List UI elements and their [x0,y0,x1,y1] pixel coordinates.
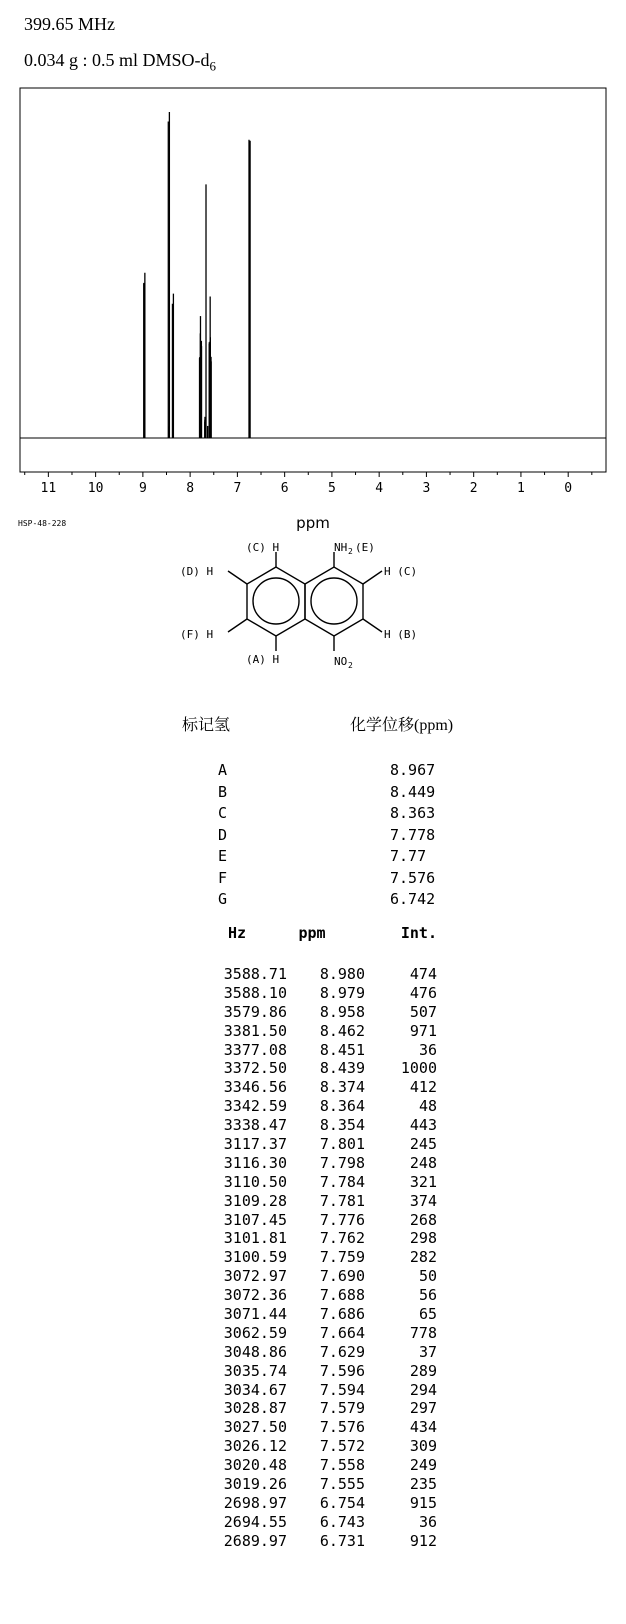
peak-int-cell: 289 [409,1361,437,1380]
assignment-row [200,782,440,804]
peak-hz-cell: 3109.28 [223,1191,287,1210]
sample-text: 0.034 g : 0.5 ml DMSO-d [24,50,210,70]
peak-hz-cell: 3072.36 [223,1286,287,1305]
peak-int-cell: 971 [409,1021,437,1040]
peak-hz-cell: 3035.74 [223,1361,287,1380]
label-c3-h: H (B) [384,628,418,641]
assignment-row [200,760,440,782]
peak-int-cell: 56 [418,1286,437,1305]
peak-row [205,1399,465,1418]
peak-ppm-cell: 7.762 [319,1229,365,1248]
peak-hz-cell: 3071.44 [223,1305,287,1324]
peak-row [205,1381,465,1400]
peak-hz-cell: 3346.56 [223,1078,287,1097]
peak-ppm-cell: 8.374 [319,1078,365,1097]
peak-hz-cell: 3072.97 [223,1267,287,1286]
bond-c3-h [363,619,382,632]
peak-int-cell: 235 [409,1475,437,1494]
peak-row [205,1494,465,1513]
peak-int-cell: 476 [409,983,437,1002]
peak-int-cell: 48 [418,1097,437,1116]
peak-row [205,1305,465,1324]
peak-ppm-cell: 7.664 [319,1323,365,1342]
label-nh2: NH [334,541,348,554]
peak-int-cell: 36 [418,1512,437,1531]
peak-header-hz: Hz [227,924,247,942]
bond-c2-h [363,571,382,584]
peak-row [205,1173,465,1192]
x-tick-label: 7 [233,481,242,496]
spectrometer-frequency: 399.65 MHz [24,14,115,34]
peak-int-cell: 507 [409,1002,437,1021]
assignment-shift: 7.77 [390,847,427,865]
x-tick-label: 4 [375,481,384,496]
peak-hz-cell: 2698.97 [223,1493,287,1512]
peak-hz-cell: 3381.50 [223,1021,287,1040]
assignment-shift: 8.363 [390,804,436,822]
x-tick-label: 8 [186,481,195,496]
peak-ppm-cell: 6.754 [319,1493,365,1512]
peak-row [205,1437,465,1456]
peak-ppm-cell: 6.731 [319,1531,365,1550]
assignment-row [200,803,440,825]
peak-header-int: Int. [400,924,437,942]
peak-ppm-cell: 7.784 [319,1172,365,1191]
peak-ppm-cell: 7.572 [319,1437,365,1456]
peak-int-cell: 297 [409,1399,437,1418]
peak-ppm-cell: 7.596 [319,1361,365,1380]
assignment-label: F [218,868,228,887]
peak-row [205,1324,465,1343]
assignment-label: B [218,782,228,801]
peak-int-cell: 1000 [400,1059,437,1078]
assignment-label: E [218,847,228,865]
assignment-row [200,846,440,868]
peak-ppm-cell: 8.354 [319,1116,365,1135]
peak-int-cell: 434 [409,1418,437,1437]
assignment-shift: 7.576 [390,868,436,887]
label-nh2-tag: (E) [355,541,375,554]
peak-int-cell: 65 [418,1305,437,1324]
left-ring-aromatic-circle [253,578,299,624]
peak-int-cell: 374 [409,1191,437,1210]
sample-subscript: 6 [209,58,217,74]
peak-row [205,1513,465,1532]
peak-hz-cell: 3034.67 [223,1380,287,1399]
peak-ppm-cell: 7.594 [319,1380,365,1399]
assignment-shift: 7.778 [390,825,436,844]
peak-int-cell: 321 [409,1172,437,1191]
peak-int-cell: 249 [409,1456,437,1475]
peak-row [205,1041,465,1060]
assignment-shift: 6.742 [390,890,436,908]
peak-row [205,1362,465,1381]
peak-ppm-cell: 7.798 [319,1153,365,1172]
peak-ppm-cell: 8.462 [319,1021,365,1040]
peak-row [205,1343,465,1362]
peak-hz-cell: 3117.37 [223,1135,287,1154]
label-c5-h: (A) H [246,653,280,666]
x-tick-label: 2 [469,481,478,496]
peak-row [205,1022,465,1041]
peak-int-cell: 50 [418,1267,437,1286]
peak-row [205,1418,465,1437]
peak-table [205,965,465,1551]
peak-ppm-cell: 7.629 [319,1342,365,1361]
peak-int-cell: 282 [409,1248,437,1267]
peak-hz-cell: 3377.08 [223,1040,287,1059]
x-tick-label: 10 [87,481,104,496]
peak-int-cell: 412 [409,1078,437,1097]
peak-ppm-cell: 8.958 [319,1002,365,1021]
peak-hz-cell: 3028.87 [223,1399,287,1418]
label-no2-subscript: 2 [348,661,353,670]
peak-int-cell: 268 [409,1210,437,1229]
molecule-structure [0,0,626,700]
peak-ppm-cell: 8.979 [319,983,365,1002]
peak-int-cell: 443 [409,1116,437,1135]
peak-int-cell: 778 [409,1323,437,1342]
x-tick-label: 6 [280,481,289,496]
peak-ppm-cell: 7.688 [319,1286,365,1305]
assignment-shift: 8.449 [390,782,436,801]
peak-hz-cell: 3588.10 [223,983,287,1002]
peak-int-cell: 248 [409,1153,437,1172]
assignment-label: C [218,804,228,822]
peak-hz-cell: 3101.81 [223,1229,287,1248]
peak-int-cell: 294 [409,1380,437,1399]
peak-ppm-cell: 7.801 [319,1135,365,1154]
naphthalene-rings [228,552,382,651]
assignment-row [200,825,440,847]
peak-hz-cell: 3342.59 [223,1097,287,1116]
peak-hz-cell: 2694.55 [223,1512,287,1531]
peak-ppm-cell: 6.743 [319,1512,365,1531]
label-no2: NO [334,655,348,668]
assignment-label: D [218,825,228,844]
peak-row [205,1003,465,1022]
peak-row [205,1116,465,1135]
peak-hz-cell: 3579.86 [223,1002,287,1021]
peak-ppm-cell: 7.558 [319,1456,365,1475]
assignment-row [200,889,440,911]
peak-hz-cell: 3116.30 [223,1153,287,1172]
x-tick-label: 1 [517,481,525,496]
peak-row [205,1154,465,1173]
peak-ppm-cell: 7.781 [319,1191,365,1210]
peak-row [205,1211,465,1230]
peak-row [205,1286,465,1305]
peak-row [205,1267,465,1286]
x-tick-label: 0 [564,481,573,496]
peak-ppm-cell: 7.690 [319,1267,365,1286]
peak-row [205,1229,465,1248]
peak-int-cell: 309 [409,1437,437,1456]
assignment-header-shift: 化学位移(ppm) [350,717,454,734]
bond-c6-h [228,619,247,632]
peak-ppm-cell: 7.579 [319,1399,365,1418]
peak-ppm-cell: 7.776 [319,1210,365,1229]
peak-int-cell: 912 [409,1531,437,1550]
peak-hz-cell: 3107.45 [223,1210,287,1229]
x-tick-label: 5 [327,481,336,496]
label-c7-h: (D) H [180,565,214,578]
peak-ppm-cell: 7.759 [319,1248,365,1267]
label-c6-h: (F) H [180,628,214,641]
peak-int-cell: 915 [409,1493,437,1512]
x-tick-label: 3 [422,481,431,496]
peak-hz-cell: 3110.50 [223,1172,287,1191]
assignment-table [200,760,440,911]
label-c2-h: H (C) [384,565,418,578]
peak-hz-cell: 3588.71 [223,965,287,983]
assignment-label: G [218,890,228,908]
peak-row [205,1078,465,1097]
peak-hz-cell: 3062.59 [223,1323,287,1342]
peak-table-header [205,924,465,942]
peak-int-cell: 36 [418,1040,437,1059]
peak-hz-cell: 3100.59 [223,1248,287,1267]
peak-hz-cell: 3019.26 [223,1475,287,1494]
peak-row [205,1135,465,1154]
right-ring-aromatic-circle [311,578,357,624]
peak-hz-cell: 3026.12 [223,1437,287,1456]
peak-ppm-cell: 8.980 [319,965,365,983]
peak-ppm-cell: 8.439 [319,1059,365,1078]
peak-ppm-cell: 8.451 [319,1040,365,1059]
peak-int-cell: 298 [409,1229,437,1248]
bond-c7-h [228,571,247,584]
peak-hz-cell: 3372.50 [223,1059,287,1078]
peak-hz-cell: 3338.47 [223,1116,287,1135]
peak-header-ppm: ppm [298,924,326,942]
assignment-label: A [218,761,228,779]
label-c8-h: (C) H [246,541,280,554]
peak-row [205,1532,465,1551]
assignment-shift: 8.967 [390,761,436,779]
x-tick-label: 9 [138,481,147,496]
assignment-row [200,868,440,890]
peak-row [205,1456,465,1475]
peak-ppm-cell: 7.576 [319,1418,365,1437]
peak-row [205,1248,465,1267]
assignment-header-label: 标记氢 [182,717,231,734]
peak-ppm-cell: 8.364 [319,1097,365,1116]
x-axis-label: ppm [296,514,330,532]
peak-int-cell: 474 [409,965,437,983]
peak-hz-cell: 2689.97 [223,1531,287,1550]
peak-int-cell: 245 [409,1135,437,1154]
x-tick-label: 11 [40,481,57,496]
peak-row [205,1192,465,1211]
peak-hz-cell: 3027.50 [223,1418,287,1437]
peak-row [205,984,465,1003]
peak-row [205,1475,465,1494]
peak-row [205,965,465,984]
peak-row [205,1059,465,1078]
peak-hz-cell: 3048.86 [223,1342,287,1361]
spectrum-code: HSP-48-228 [18,519,67,528]
peak-int-cell: 37 [418,1342,437,1361]
peak-row [205,1097,465,1116]
peak-ppm-cell: 7.686 [319,1305,365,1324]
label-nh2-subscript: 2 [348,547,353,556]
peak-hz-cell: 3020.48 [223,1456,287,1475]
peak-ppm-cell: 7.555 [319,1475,365,1494]
